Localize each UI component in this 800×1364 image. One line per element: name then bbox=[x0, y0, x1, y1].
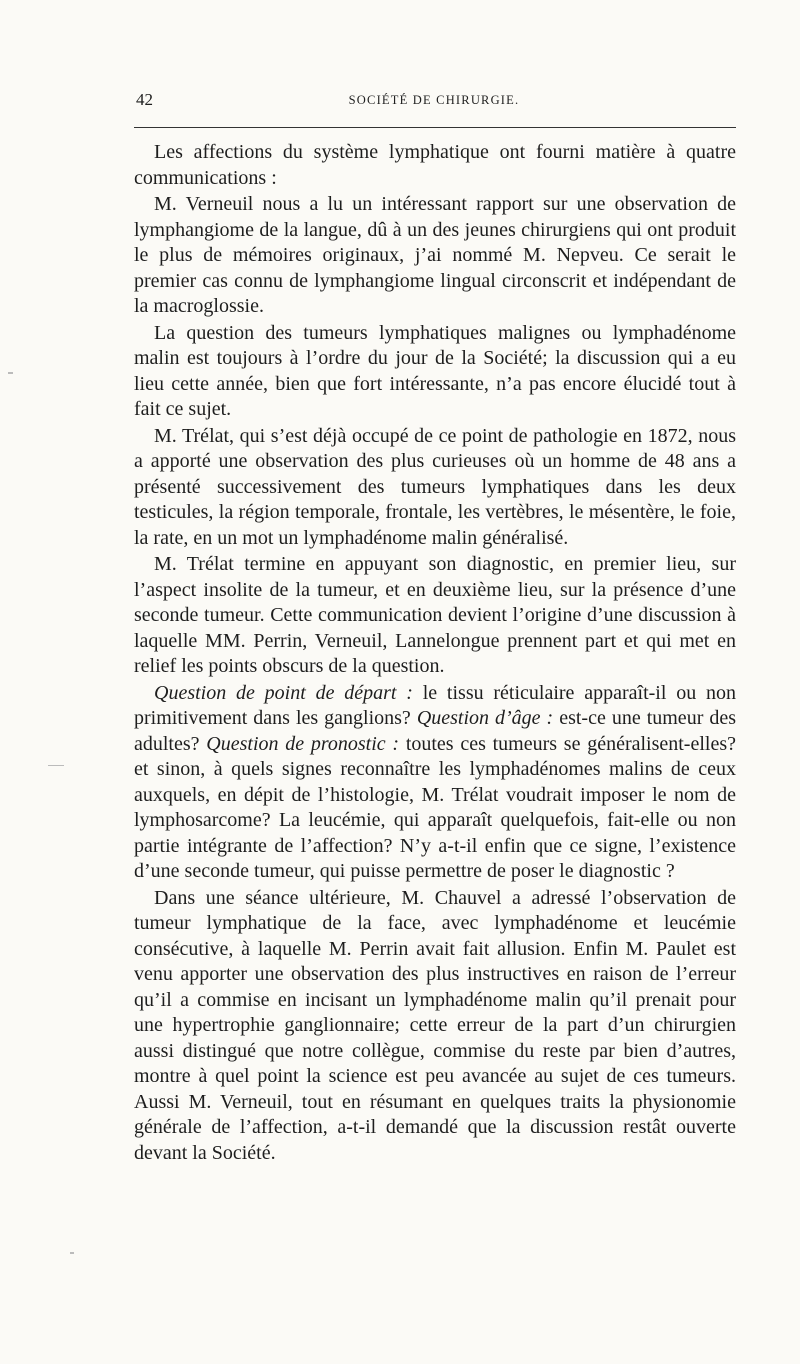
question-label-pronostic: Question de pronostic : bbox=[206, 732, 400, 755]
question-text-pronostic: toutes ces tumeurs se généralisent-elles? et sinon, à quels signes reconnaître les lymphadénomes malins de ceux auxquels, en dépit de l’histologie, M. Trélat voudrait imposer le nom de lymphosarcome? La leucémie, qui apparaît quelquefois, fait-elle ou non partie intégrante de l’affection? N’y a-t-il enfin que ce signe, l’existence d’une seconde tumeur, qui puisse permettre de poser le diagnostic ? bbox=[134, 732, 736, 882]
paragraph-1: Les affections du système lymphatique ont fourni matière à quatre communications : bbox=[134, 141, 736, 189]
paragraph-6 bbox=[134, 681, 736, 885]
paragraph-2: M. Verneuil nous a lu un intéressant rapport sur une observation de lymphangiome de la langue, dû à un des jeunes chirurgiens qui ont produit le plus de mémoires originaux, j’ai nommé M. Nepveu. Ce serait le premier cas connu de lymphangiome lingual circonscrit et indépendant de la macroglossie. bbox=[134, 193, 736, 317]
question-text-depart: le tissu réticulaire apparaît-il ou non primitivement dans les ganglions? bbox=[134, 681, 736, 729]
question-label-depart: Question de point de départ : bbox=[154, 681, 413, 704]
body-text bbox=[134, 140, 736, 1166]
running-title: SOCIÉTÉ DE CHIRURGIE. bbox=[348, 93, 520, 107]
page-number: 42 bbox=[136, 90, 153, 109]
header-rule bbox=[134, 127, 736, 128]
paragraph-5: M. Trélat termine en appuyant son diagnostic, en premier lieu, sur l’aspect insolite de la tumeur, et en deuxième lieu, sur la présence d’une seconde tumeur. Cette communication devient l’origine d’une discussion à laquelle MM. Perrin, Verneuil, Lannelongue prennent part et qui met en relief les points obscurs de la question. bbox=[134, 553, 736, 677]
margin-mark bbox=[8, 372, 13, 374]
paragraph-4: M. Trélat, qui s’est déjà occupé de ce point de pathologie en 1872, nous a apporté une observation des plus curieuses où un homme de 48 ans a présenté successivement des tumeurs lymphatiques dans les deux testicules, la région temporale, frontale, les vertèbres, le mésentère, le foie, la rate, en un mot un lymphadénome malin généralisé. bbox=[134, 424, 736, 549]
question-label-age: Question d’âge : bbox=[416, 707, 554, 729]
question-text-age: est-ce une tumeur des adultes? bbox=[134, 707, 736, 755]
margin-mark bbox=[70, 1252, 74, 1254]
margin-mark bbox=[48, 765, 64, 766]
page-header bbox=[132, 90, 736, 112]
paragraph-3: La question des tumeurs lymphatiques malignes ou lymphadénome malin est toujours à l’ordre du jour de la Société; la discussion qui a eu lieu cette année, bien que fort intéressante, n’a pas encore élucidé tout à fait ce sujet. bbox=[134, 321, 736, 420]
paragraph-7: Dans une séance ultérieure, M. Chauvel a adressé l’observation de tumeur lymphatique de la face, avec lymphadénome et leucémie consécutive, à laquelle M. Perrin avait fait allusion. Enfin M. Paulet est venu apporter une observation des plus instructives en raison de l’erreur qu’il a commise en incisant un lymphadénome malin qu’il prenait pour une hypertrophie ganglionnaire; cette erreur de la part d’un chirurgien aussi distingué que notre collègue, commise du reste par bien d’autres, montre à quel point la science est peu avancée au sujet de ces tumeurs. Aussi M. Verneuil, tout en résumant en quelques traits la physionomie générale de l’affection, a-t-il demandé que la discussion restât ouverte devant la Société. bbox=[134, 886, 736, 1164]
